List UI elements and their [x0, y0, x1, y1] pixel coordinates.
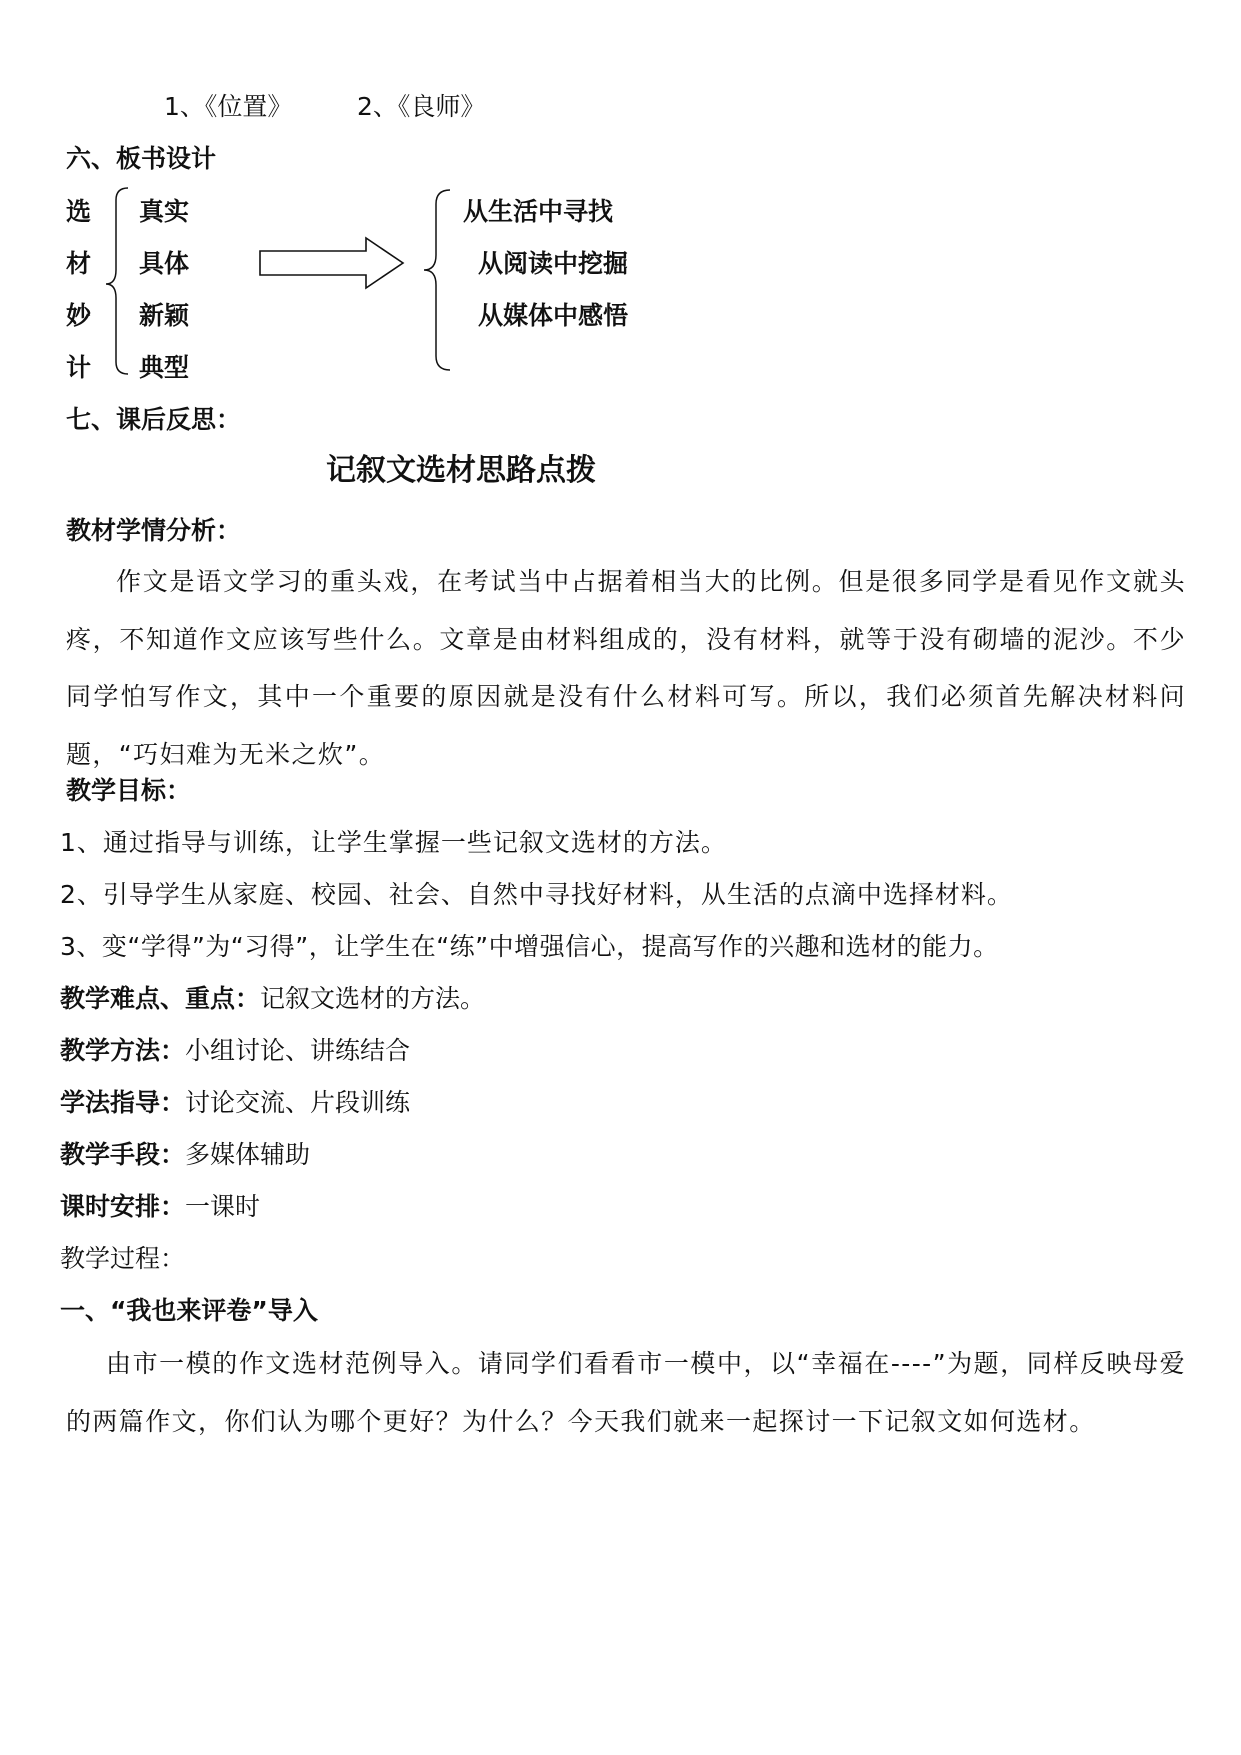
goal-item: 2、引导学生从家庭、校园、社会、自然中寻找好材料，从生活的点滴中选择材料。	[60, 880, 1013, 909]
lesson-title: 记叙文选材思路点拨	[326, 453, 596, 488]
goals-heading: 教学目标：	[66, 776, 192, 805]
reference-1: 1、《位置》	[164, 92, 293, 121]
info-row-difficulty	[60, 984, 485, 1014]
left-item: 典型	[139, 353, 190, 382]
vertical-label-char: 选	[66, 197, 92, 226]
info-value: 记叙文选材的方法。	[260, 984, 486, 1013]
info-value: 多媒体辅助	[185, 1140, 311, 1169]
analysis-heading: 教材学情分析：	[66, 516, 242, 545]
board-design-heading: 六、板书设计	[66, 144, 217, 173]
info-value: 小组讨论、讲练结合	[185, 1036, 411, 1065]
info-label: 教学难点、重点：	[60, 984, 261, 1013]
section1-paragraph: 由市一模的作文选材范例导入。请同学们看看市一模中，以“幸福在----”为题，同样反映母爱的两篇作文，你们认为哪个更好？为什么？今天我们就来一起探讨一下记叙文如何选材。	[66, 1349, 1186, 1436]
goal-item: 1、通过指导与训练，让学生掌握一些记叙文选材的方法。	[60, 828, 727, 857]
process-heading: 教学过程：	[60, 1244, 186, 1273]
reference-2: 2、《良师》	[357, 92, 486, 121]
info-value: 一课时	[185, 1192, 261, 1221]
info-row-means	[60, 1140, 310, 1170]
left-item: 具体	[139, 249, 190, 278]
left-brace	[106, 188, 128, 374]
vertical-label-char: 计	[66, 353, 92, 382]
left-item: 新颖	[139, 301, 190, 330]
right-item: 从媒体中感悟	[478, 301, 629, 330]
right-item: 从阅读中挖掘	[478, 249, 629, 278]
info-row-method	[60, 1036, 410, 1066]
left-item: 真实	[139, 197, 190, 226]
info-label: 学法指导：	[60, 1088, 186, 1117]
right-brace	[424, 190, 450, 370]
reflection-heading: 七、课后反思：	[66, 405, 242, 434]
info-label: 教学方法：	[60, 1036, 186, 1065]
info-label: 课时安排：	[60, 1192, 186, 1221]
info-row-schedule	[60, 1192, 260, 1222]
section1-heading: 一、“我也来评卷”导入	[60, 1296, 318, 1325]
right-item: 从生活中寻找	[463, 197, 614, 226]
vertical-label-char: 材	[66, 249, 92, 278]
info-row-guidance	[60, 1088, 410, 1118]
info-label: 教学手段：	[60, 1140, 186, 1169]
vertical-label-char: 妙	[66, 301, 92, 330]
goal-item: 3、变“学得”为“习得”，让学生在“练”中增强信心，提高写作的兴趣和选材的能力。	[60, 932, 999, 961]
arrow-shape	[260, 238, 403, 288]
analysis-paragraph: 作文是语文学习的重头戏，在考试当中占据着相当大的比例。但是很多同学是看见作文就头疼，不知道作文应该写些什么。文章是由材料组成的，没有材料，就等于没有砌墙的泥沙。不少同学怕写作文，其中一个重要的原因就是没有什么材料可写。所以，我们必须首先解决材料问题，“巧妇难为无米之炊”。	[66, 567, 1186, 769]
board-design-diagram	[0, 0, 1241, 420]
info-value: 讨论交流、片段训练	[185, 1088, 411, 1117]
